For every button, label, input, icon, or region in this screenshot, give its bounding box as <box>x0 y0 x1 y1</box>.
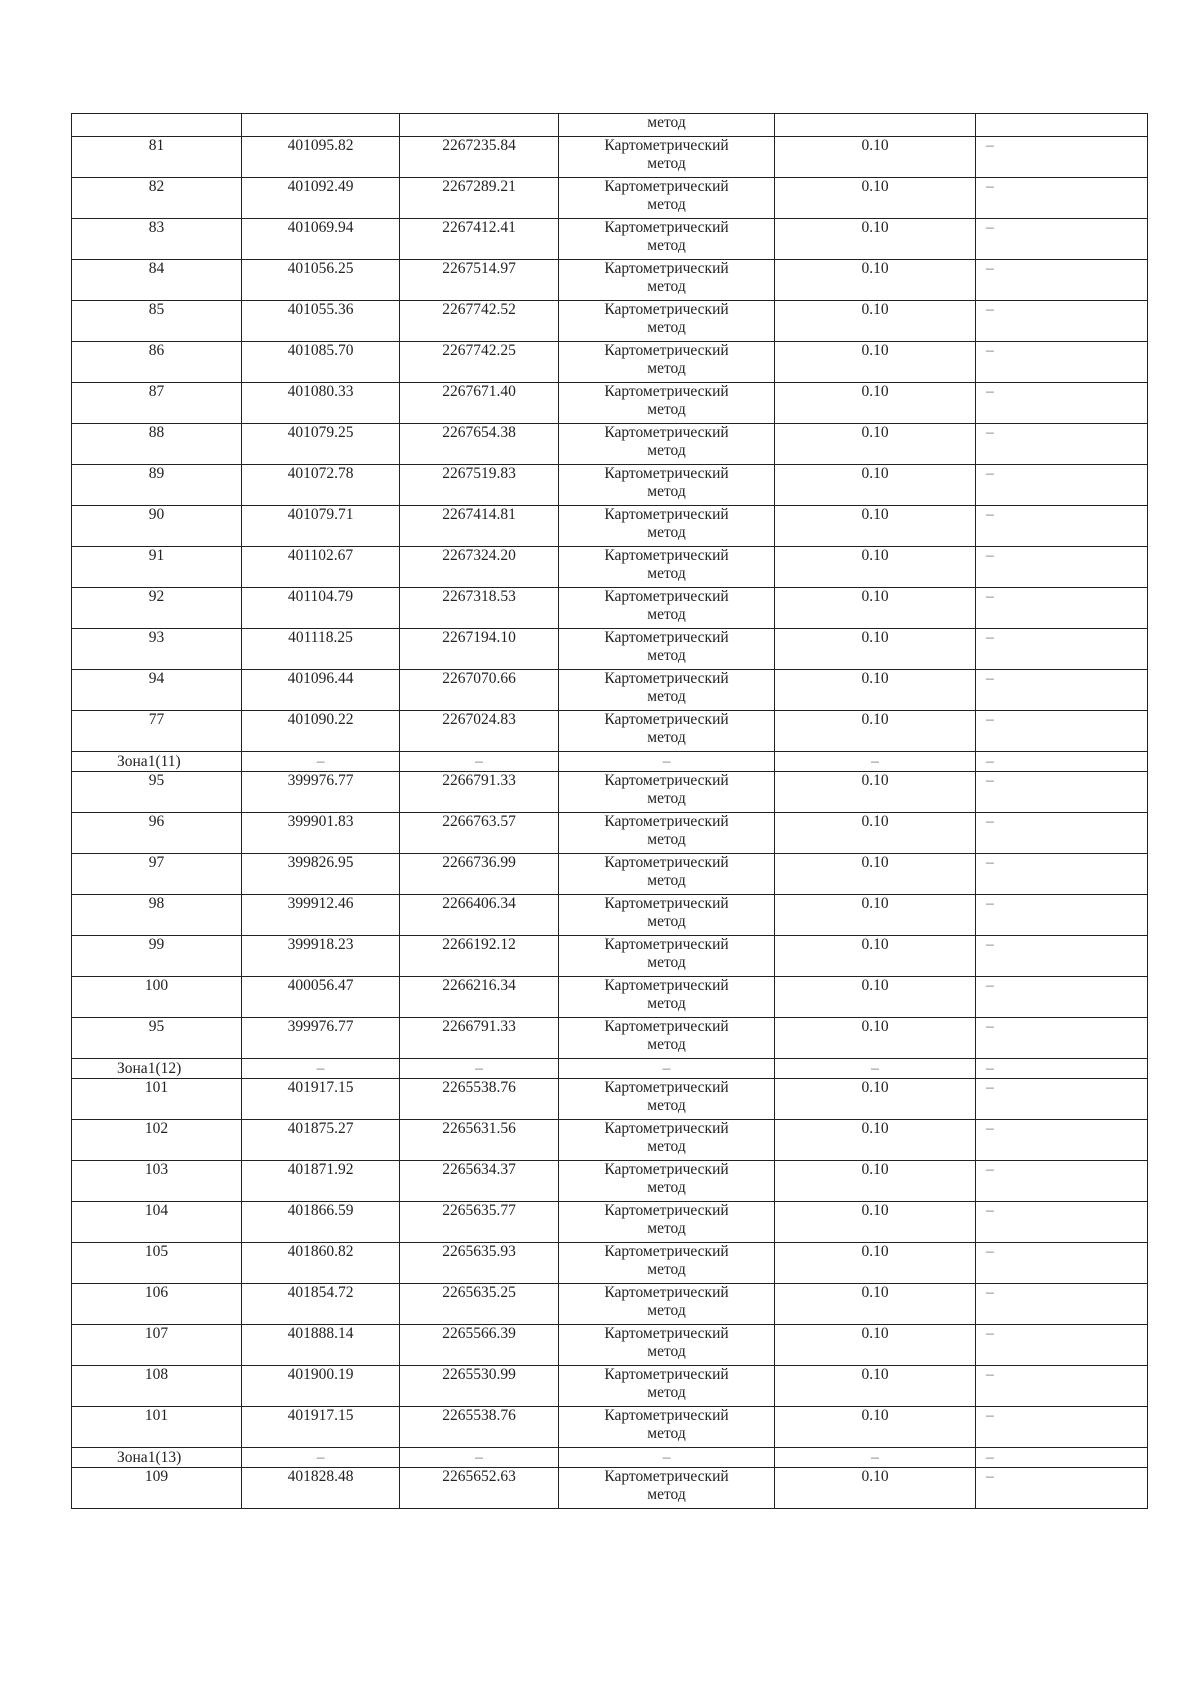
coord-y: 2266736.99 <box>400 854 559 895</box>
error <box>775 114 976 137</box>
table-row <box>72 1325 1148 1366</box>
coord-x: 401092.49 <box>242 178 400 219</box>
coord-x: 399901.83 <box>242 813 400 854</box>
table-row <box>72 342 1148 383</box>
method: Картометрический метод <box>559 178 775 219</box>
table-row <box>72 1407 1148 1448</box>
method: Картометрический метод <box>559 711 775 752</box>
error: 0.10 <box>775 936 976 977</box>
coord-y: 2265566.39 <box>400 1325 559 1366</box>
error: 0.10 <box>775 588 976 629</box>
error: 0.10 <box>775 1366 976 1407</box>
coord-y: 2265635.93 <box>400 1243 559 1284</box>
point-number: 81 <box>72 137 242 178</box>
method: Картометрический метод <box>559 1243 775 1284</box>
error: 0.10 <box>775 1468 976 1509</box>
method: Картометрический метод <box>559 219 775 260</box>
coord-y: 2267414.81 <box>400 506 559 547</box>
method: Картометрический метод <box>559 977 775 1018</box>
error: 0.10 <box>775 137 976 178</box>
coord-x: 401069.94 <box>242 219 400 260</box>
method: Картометрический метод <box>559 813 775 854</box>
error: 0.10 <box>775 1284 976 1325</box>
table-row <box>72 854 1148 895</box>
note: – <box>976 1079 1148 1120</box>
method: Картометрический метод <box>559 670 775 711</box>
method: Картометрический метод <box>559 137 775 178</box>
note: – <box>976 977 1148 1018</box>
coord-x: 401854.72 <box>242 1284 400 1325</box>
table-row <box>72 465 1148 506</box>
note <box>976 114 1148 137</box>
table-row <box>72 301 1148 342</box>
coord-y: 2265634.37 <box>400 1161 559 1202</box>
coord-y: 2267412.41 <box>400 219 559 260</box>
table-row <box>72 1284 1148 1325</box>
coord-x: 401085.70 <box>242 342 400 383</box>
error: 0.10 <box>775 813 976 854</box>
method: Картометрический метод <box>559 588 775 629</box>
coord-x: 399976.77 <box>242 1018 400 1059</box>
coord-x: 401917.15 <box>242 1407 400 1448</box>
method: Картометрический метод <box>559 854 775 895</box>
coord-y: 2267318.53 <box>400 588 559 629</box>
note: – <box>976 752 1148 772</box>
coord-x: 401102.67 <box>242 547 400 588</box>
error: 0.10 <box>775 424 976 465</box>
coord-x: 401871.92 <box>242 1161 400 1202</box>
note: – <box>976 895 1148 936</box>
table-row <box>72 711 1148 752</box>
point-number: 107 <box>72 1325 242 1366</box>
point-number: 82 <box>72 178 242 219</box>
coord-y: – <box>400 752 559 772</box>
coord-x: – <box>242 752 400 772</box>
table-row <box>72 1079 1148 1120</box>
point-number: Зона1(12) <box>72 1059 242 1079</box>
coord-y: 2267742.25 <box>400 342 559 383</box>
method: Картометрический метод <box>559 629 775 670</box>
coord-x <box>242 114 400 137</box>
table-row <box>72 1120 1148 1161</box>
note: – <box>976 424 1148 465</box>
coord-x: 401095.82 <box>242 137 400 178</box>
zone-row <box>72 752 1148 772</box>
point-number: 104 <box>72 1202 242 1243</box>
table-row <box>72 588 1148 629</box>
error: – <box>775 1448 976 1468</box>
method: Картометрический метод <box>559 1407 775 1448</box>
note: – <box>976 1284 1148 1325</box>
point-number: 91 <box>72 547 242 588</box>
error: – <box>775 752 976 772</box>
coord-y: 2267235.84 <box>400 137 559 178</box>
note: – <box>976 137 1148 178</box>
coord-y <box>400 114 559 137</box>
coord-y: 2265530.99 <box>400 1366 559 1407</box>
point-number: Зона1(13) <box>72 1448 242 1468</box>
point-number: 88 <box>72 424 242 465</box>
error: 0.10 <box>775 465 976 506</box>
coordinates-table <box>71 113 1148 1509</box>
point-number: 83 <box>72 219 242 260</box>
table-row <box>72 1366 1148 1407</box>
method: Картометрический метод <box>559 547 775 588</box>
note: – <box>976 670 1148 711</box>
coord-y: 2266216.34 <box>400 977 559 1018</box>
coord-y: – <box>400 1059 559 1079</box>
point-number: 100 <box>72 977 242 1018</box>
note: – <box>976 711 1148 752</box>
note: – <box>976 260 1148 301</box>
point-number: 108 <box>72 1366 242 1407</box>
error: 0.10 <box>775 1161 976 1202</box>
method: Картометрический метод <box>559 772 775 813</box>
coord-y: 2267654.38 <box>400 424 559 465</box>
coord-x: 399912.46 <box>242 895 400 936</box>
point-number: 86 <box>72 342 242 383</box>
error: 0.10 <box>775 1243 976 1284</box>
note: – <box>976 936 1148 977</box>
continuation-row <box>72 114 1148 137</box>
point-number: 84 <box>72 260 242 301</box>
coord-x: 401090.22 <box>242 711 400 752</box>
point-number: Зона1(11) <box>72 752 242 772</box>
error: – <box>775 1059 976 1079</box>
coord-y: 2265652.63 <box>400 1468 559 1509</box>
table-row <box>72 1243 1148 1284</box>
error: 0.10 <box>775 711 976 752</box>
error: 0.10 <box>775 178 976 219</box>
note: – <box>976 506 1148 547</box>
point-number: 96 <box>72 813 242 854</box>
method: – <box>559 752 775 772</box>
error: 0.10 <box>775 260 976 301</box>
error: 0.10 <box>775 219 976 260</box>
table-row <box>72 260 1148 301</box>
note: – <box>976 1407 1148 1448</box>
zone-row <box>72 1448 1148 1468</box>
coord-y: 2265538.76 <box>400 1079 559 1120</box>
error: 0.10 <box>775 977 976 1018</box>
coord-y: 2267519.83 <box>400 465 559 506</box>
method: Картометрический метод <box>559 895 775 936</box>
point-number: 90 <box>72 506 242 547</box>
table-row <box>72 383 1148 424</box>
coord-y: 2265631.56 <box>400 1120 559 1161</box>
method: Картометрический метод <box>559 1120 775 1161</box>
coord-x: 401079.25 <box>242 424 400 465</box>
point-number: 101 <box>72 1079 242 1120</box>
point-number: 95 <box>72 772 242 813</box>
method: – <box>559 1059 775 1079</box>
point-number: 93 <box>72 629 242 670</box>
coord-x: – <box>242 1059 400 1079</box>
point-number <box>72 114 242 137</box>
table-row <box>72 424 1148 465</box>
method: Картометрический метод <box>559 1079 775 1120</box>
coord-y: 2265635.25 <box>400 1284 559 1325</box>
coord-y: 2265635.77 <box>400 1202 559 1243</box>
method: Картометрический метод <box>559 1161 775 1202</box>
coord-y: 2265538.76 <box>400 1407 559 1448</box>
table-row <box>72 1202 1148 1243</box>
point-number: 102 <box>72 1120 242 1161</box>
coord-x: 401860.82 <box>242 1243 400 1284</box>
table-row <box>72 1161 1148 1202</box>
method: Картометрический метод <box>559 1366 775 1407</box>
method: Картометрический метод <box>559 424 775 465</box>
table-row <box>72 1468 1148 1509</box>
method: – <box>559 1448 775 1468</box>
point-number: 97 <box>72 854 242 895</box>
zone-row <box>72 1059 1148 1079</box>
coord-x: 401072.78 <box>242 465 400 506</box>
coord-x: 401104.79 <box>242 588 400 629</box>
coord-y: 2267742.52 <box>400 301 559 342</box>
coord-x: 399918.23 <box>242 936 400 977</box>
method: Картометрический метод <box>559 260 775 301</box>
error: 0.10 <box>775 342 976 383</box>
note: – <box>976 1202 1148 1243</box>
method: Картометрический метод <box>559 383 775 424</box>
coord-x: 401917.15 <box>242 1079 400 1120</box>
error: 0.10 <box>775 383 976 424</box>
table-row <box>72 895 1148 936</box>
note: – <box>976 588 1148 629</box>
error: 0.10 <box>775 629 976 670</box>
table-row <box>72 1018 1148 1059</box>
note: – <box>976 813 1148 854</box>
note: – <box>976 772 1148 813</box>
table-row <box>72 813 1148 854</box>
point-number: 106 <box>72 1284 242 1325</box>
table-row <box>72 977 1148 1018</box>
coord-x: 401056.25 <box>242 260 400 301</box>
coord-y: – <box>400 1448 559 1468</box>
error: 0.10 <box>775 1407 976 1448</box>
coord-x: 401096.44 <box>242 670 400 711</box>
error: 0.10 <box>775 1325 976 1366</box>
coord-y: 2267671.40 <box>400 383 559 424</box>
table-row <box>72 137 1148 178</box>
coord-y: 2266192.12 <box>400 936 559 977</box>
method: Картометрический метод <box>559 342 775 383</box>
note: – <box>976 1059 1148 1079</box>
coord-y: 2267024.83 <box>400 711 559 752</box>
note: – <box>976 547 1148 588</box>
note: – <box>976 301 1148 342</box>
coord-x: 401875.27 <box>242 1120 400 1161</box>
point-number: 98 <box>72 895 242 936</box>
error: 0.10 <box>775 1018 976 1059</box>
error: 0.10 <box>775 301 976 342</box>
table-row <box>72 547 1148 588</box>
coord-y: 2267194.10 <box>400 629 559 670</box>
point-number: 95 <box>72 1018 242 1059</box>
method: Картометрический метод <box>559 301 775 342</box>
point-number: 94 <box>72 670 242 711</box>
table-row <box>72 772 1148 813</box>
coord-x: 401900.19 <box>242 1366 400 1407</box>
table-row <box>72 629 1148 670</box>
table-row <box>72 936 1148 977</box>
coord-x: 401080.33 <box>242 383 400 424</box>
note: – <box>976 854 1148 895</box>
note: – <box>976 383 1148 424</box>
method: Картометрический метод <box>559 465 775 506</box>
point-number: 77 <box>72 711 242 752</box>
coord-x: 401866.59 <box>242 1202 400 1243</box>
coord-x: 401079.71 <box>242 506 400 547</box>
method: Картометрический метод <box>559 1325 775 1366</box>
coord-y: 2266791.33 <box>400 1018 559 1059</box>
method: Картометрический метод <box>559 1468 775 1509</box>
coord-y: 2266406.34 <box>400 895 559 936</box>
method: Картометрический метод <box>559 506 775 547</box>
coord-x: 401055.36 <box>242 301 400 342</box>
note: – <box>976 178 1148 219</box>
note: – <box>976 629 1148 670</box>
error: 0.10 <box>775 1079 976 1120</box>
method: Картометрический метод <box>559 1018 775 1059</box>
method: Картометрический метод <box>559 1284 775 1325</box>
coord-x: 401828.48 <box>242 1468 400 1509</box>
coord-x: 401118.25 <box>242 629 400 670</box>
note: – <box>976 1448 1148 1468</box>
coord-y: 2267289.21 <box>400 178 559 219</box>
table-row <box>72 506 1148 547</box>
coord-y: 2266791.33 <box>400 772 559 813</box>
note: – <box>976 465 1148 506</box>
note: – <box>976 219 1148 260</box>
note: – <box>976 1161 1148 1202</box>
point-number: 99 <box>72 936 242 977</box>
note: – <box>976 1120 1148 1161</box>
point-number: 85 <box>72 301 242 342</box>
point-number: 105 <box>72 1243 242 1284</box>
table-row <box>72 178 1148 219</box>
error: 0.10 <box>775 670 976 711</box>
coord-y: 2267070.66 <box>400 670 559 711</box>
method: Картометрический метод <box>559 936 775 977</box>
error: 0.10 <box>775 1120 976 1161</box>
error: 0.10 <box>775 895 976 936</box>
error: 0.10 <box>775 1202 976 1243</box>
point-number: 87 <box>72 383 242 424</box>
point-number: 92 <box>72 588 242 629</box>
table-row <box>72 219 1148 260</box>
note: – <box>976 342 1148 383</box>
error: 0.10 <box>775 547 976 588</box>
error: 0.10 <box>775 854 976 895</box>
coord-y: 2266763.57 <box>400 813 559 854</box>
coord-y: 2267324.20 <box>400 547 559 588</box>
note: – <box>976 1366 1148 1407</box>
method: метод <box>559 114 775 137</box>
point-number: 101 <box>72 1407 242 1448</box>
coord-x: 399826.95 <box>242 854 400 895</box>
coord-x: 400056.47 <box>242 977 400 1018</box>
coord-y: 2267514.97 <box>400 260 559 301</box>
error: 0.10 <box>775 506 976 547</box>
note: – <box>976 1325 1148 1366</box>
note: – <box>976 1468 1148 1509</box>
point-number: 109 <box>72 1468 242 1509</box>
coord-x: 399976.77 <box>242 772 400 813</box>
coord-x: 401888.14 <box>242 1325 400 1366</box>
coord-x: – <box>242 1448 400 1468</box>
note: – <box>976 1018 1148 1059</box>
table-row <box>72 670 1148 711</box>
point-number: 89 <box>72 465 242 506</box>
error: 0.10 <box>775 772 976 813</box>
method: Картометрический метод <box>559 1202 775 1243</box>
note: – <box>976 1243 1148 1284</box>
point-number: 103 <box>72 1161 242 1202</box>
